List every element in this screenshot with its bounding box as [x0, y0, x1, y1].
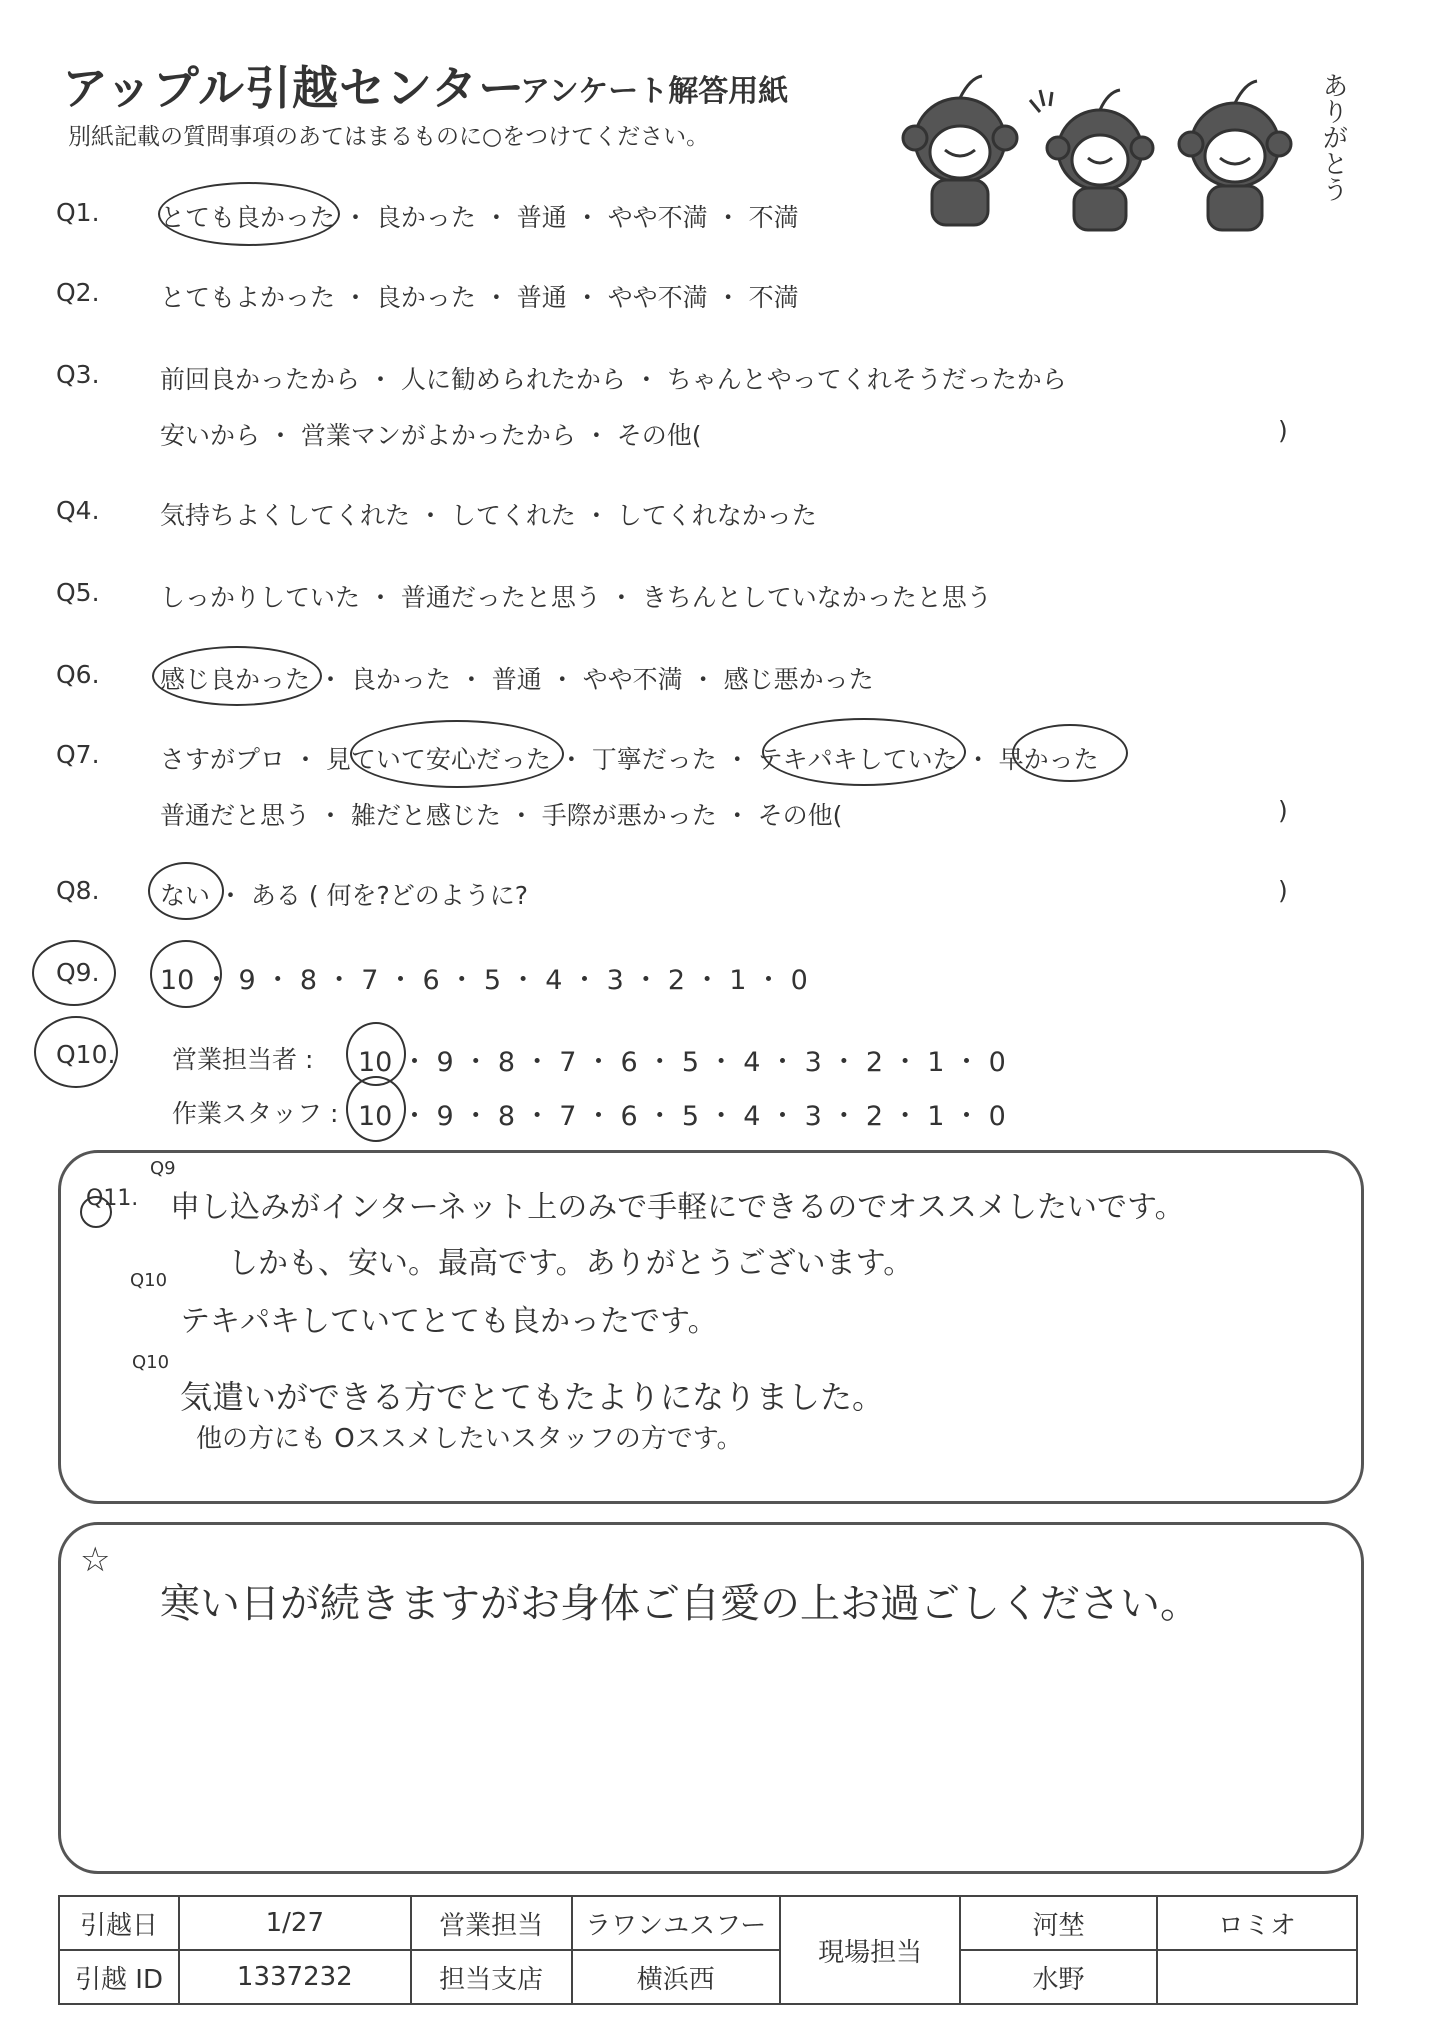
move-date-label: 引越日 — [59, 1896, 179, 1950]
q2-options: とてもよかった ・ 良かった ・ 普通 ・ やや不満 ・ 不満 — [160, 283, 799, 312]
site-staff-1: 河埜 — [960, 1896, 1156, 1950]
q7-label: Q7. — [56, 740, 100, 769]
q8-selection-circle — [148, 862, 224, 920]
site-label: 現場担当 — [780, 1896, 961, 2004]
comment-line-2: しかも、安い。最高です。ありがとうございます。 — [228, 1246, 914, 1281]
sales-value: ラワンユスフー — [572, 1896, 780, 1950]
site-staff-empty — [1157, 1950, 1357, 2004]
form-subtitle: アンケート解答用紙 — [520, 74, 789, 109]
branch-value: 横浜西 — [572, 1950, 780, 2004]
q3-label: Q3. — [56, 360, 100, 389]
sales-label: 営業担当 — [411, 1896, 572, 1950]
q8-close-paren: ) — [1278, 876, 1288, 905]
q10-label-circle — [34, 1016, 118, 1088]
comment-line-3: テキパキしていてとても良かったです。 — [180, 1304, 718, 1339]
q8-label: Q8. — [56, 876, 100, 905]
q6-selection-circle — [152, 646, 322, 706]
q1-options: とても良かった ・ 良かった ・ 普通 ・ やや不満 ・ 不満 — [160, 203, 799, 232]
q5-options: しっかりしていた ・ 普通だったと思う ・ きちんとしていなかったと思う — [160, 583, 992, 612]
q10-sales-label: 営業担当者 : — [172, 1045, 314, 1074]
comment-line-4: 気遣いができる方でとてもたよりになりました。 — [180, 1378, 885, 1416]
site-staff-3: ロミオ — [1157, 1896, 1357, 1950]
q10-staff-scale: 10 ・ 9 ・ 8 ・ 7 ・ 6 ・ 5 ・ 4 ・ 3 ・ 2 ・ 1 ・ 0 — [358, 1101, 1006, 1132]
thanks-vertical-text: ありがとう — [1318, 72, 1348, 202]
footer-info-table — [58, 1895, 1358, 2005]
branch-label: 担当支店 — [411, 1950, 572, 2004]
comment-q10-tag-a: Q10 — [130, 1270, 168, 1291]
q10-staff-selection-circle — [346, 1076, 406, 1142]
q1-label: Q1. — [56, 198, 100, 227]
q9-label: Q9. — [56, 958, 100, 987]
site-staff-2: 水野 — [960, 1950, 1156, 2004]
comment-q10-tag-b: Q10 — [132, 1352, 170, 1373]
q11-label: Q11. — [86, 1186, 139, 1211]
q9-scale: 10 ・ 9 ・ 8 ・ 7 ・ 6 ・ 5 ・ 4 ・ 3 ・ 2 ・ 1 ・ 0 — [160, 965, 808, 996]
message-text: 寒い日が続きますがお身体ご自愛の上お過ごしください。 — [160, 1581, 1200, 1627]
q7-options-line2: 普通だと思う ・ 雑だと感じた ・ 手際が悪かった ・ その他( — [160, 801, 843, 830]
q7-selection-circle-tekipaki — [762, 718, 966, 786]
q6-label: Q6. — [56, 660, 100, 689]
q10-label: Q10. — [56, 1040, 116, 1069]
monkey-mascot-middle-icon — [1030, 90, 1153, 230]
q1-selection-circle — [158, 182, 340, 246]
monkey-mascot-icons — [880, 60, 1320, 240]
move-id-label: 引越 ID — [59, 1950, 179, 2004]
q3-close-paren: ) — [1278, 416, 1288, 445]
move-date-value: 1/27 — [179, 1896, 411, 1950]
star-mark: ☆ — [80, 1540, 111, 1580]
monkey-mascot-left-icon — [903, 76, 1017, 225]
q10-staff-label: 作業スタッフ : — [172, 1099, 339, 1128]
q7-selection-circle-anshin — [350, 720, 564, 788]
q8-options: ない ・ ある ( 何を?どのように? — [160, 881, 529, 910]
monkey-mascot-right-icon — [1179, 81, 1291, 230]
instruction-text: 別紙記載の質問事項のあてはまるものに○をつけてください。 — [68, 124, 710, 150]
q9-label-circle — [32, 940, 116, 1006]
q5-label: Q5. — [56, 578, 100, 607]
q3-options-line2: 安いから ・ 営業マンがよかったから ・ その他( — [160, 421, 702, 450]
q11-label-circle — [80, 1196, 112, 1228]
q9-selection-circle — [150, 940, 222, 1008]
q3-options-line1: 前回良かったから ・ 人に勧められたから ・ ちゃんとやってくれそうだったから — [160, 365, 1067, 394]
comment-line-5: 他の方にも Oススメしたいスタッフの方です。 — [196, 1424, 743, 1454]
q7-close-paren: ) — [1278, 796, 1288, 825]
q7-options-line1: さすがプロ ・ 見ていて安心だった ・ 丁寧だった ・ テキパキしていた ・ 早かった — [160, 745, 1099, 774]
comment-line-1: 申し込みがインターネット上のみで手軽にできるのでオススメしたいです。 — [170, 1190, 1185, 1225]
q10-sales-scale: 10 ・ 9 ・ 8 ・ 7 ・ 6 ・ 5 ・ 4 ・ 3 ・ 2 ・ 1 ・ 0 — [358, 1047, 1006, 1078]
q2-label: Q2. — [56, 278, 100, 307]
comment-q9-tag: Q9 — [150, 1158, 176, 1179]
move-id-value: 1337232 — [179, 1950, 411, 2004]
q7-selection-circle-hayakatta — [1012, 724, 1128, 782]
q4-label: Q4. — [56, 496, 100, 525]
company-title: アップル引越センター — [62, 61, 526, 115]
q4-options: 気持ちよくしてくれた ・ してくれた ・ してくれなかった — [160, 501, 817, 530]
q6-options: 感じ良かった ・ 良かった ・ 普通 ・ やや不満 ・ 感じ悪かった — [160, 665, 874, 694]
